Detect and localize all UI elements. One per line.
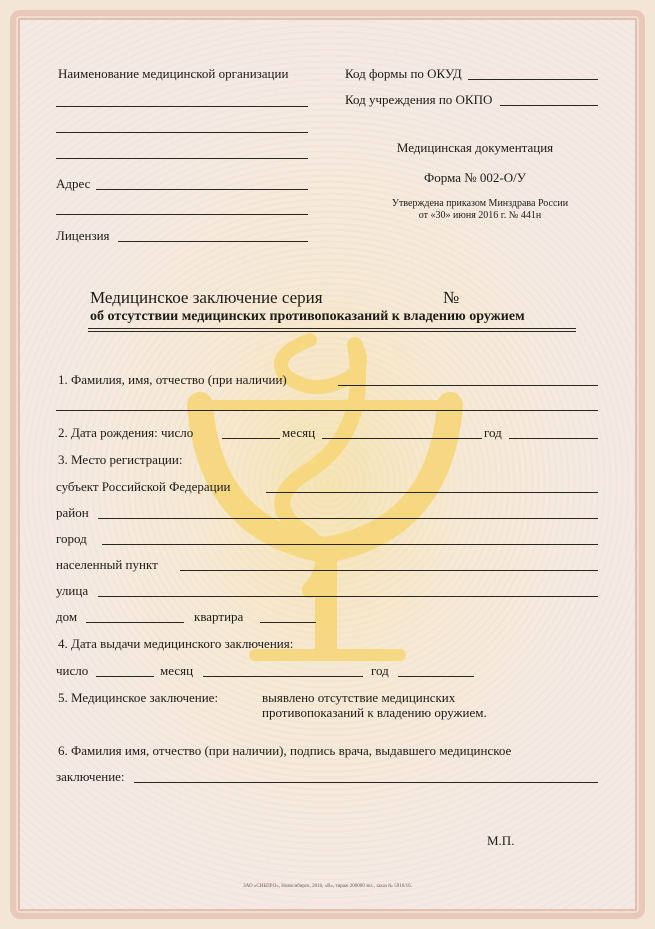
apartment-label: квартира [194, 609, 244, 624]
approved-line-2: от «30» июня 2016 г. № 441н [418, 210, 542, 221]
house-label: дом [56, 609, 78, 624]
field-5-label: 5. Медицинское заключение: [58, 690, 219, 705]
doctor-signature-line[interactable] [134, 782, 598, 783]
issue-year-line[interactable] [398, 676, 474, 677]
settlement-label: населенный пункт [56, 557, 158, 572]
birth-year-line[interactable] [509, 438, 598, 439]
title-underline [88, 328, 576, 332]
okud-label: Код формы по ОКУД [345, 66, 462, 81]
printer-imprint: ЗАО «СИБПРО», Новосибирск, 2016, «В», тираж 200000 экз., заказ № 5916/16. [243, 884, 412, 889]
stamp-place-label: М.П. [487, 833, 515, 848]
approved-line-1: Утверждена приказом Минздрава России [391, 198, 569, 209]
med-doc-label: Медицинская документация [396, 140, 554, 155]
subject-line[interactable] [266, 492, 598, 493]
district-line[interactable] [98, 518, 598, 519]
title-line-1: Медицинское заключение серия [90, 288, 323, 307]
field-5-text-1: выявлено отсутствие медицинских [262, 690, 456, 705]
org-name-line-1[interactable] [56, 106, 308, 107]
field-6-label-2: заключение: [56, 769, 125, 784]
street-line[interactable] [98, 596, 598, 597]
field-3-label: 3. Место регистрации: [58, 452, 183, 467]
field-4-label: 4. Дата выдачи медицинского заключения: [58, 636, 294, 651]
city-label: город [56, 531, 87, 546]
address-line-1[interactable] [96, 189, 308, 190]
org-name-label: Наименование медицинской организации [58, 66, 289, 81]
form-number: Форма № 002-О/У [424, 170, 526, 185]
street-label: улица [56, 583, 89, 598]
apartment-line[interactable] [260, 622, 316, 623]
field-6-label: 6. Фамилия имя, отчество (при наличии), подпись врача, выдавшего медицинское [58, 743, 512, 758]
address-label: Адрес [56, 176, 91, 191]
org-name-line-2[interactable] [56, 132, 308, 133]
field-1-line[interactable] [338, 385, 598, 386]
org-name-line-3[interactable] [56, 158, 308, 159]
okpo-label: Код учреждения по ОКПО [345, 92, 493, 107]
license-line[interactable] [118, 241, 308, 242]
form-sheet [10, 10, 645, 919]
license-label: Лицензия [56, 228, 110, 243]
field-1-line-2[interactable] [56, 410, 598, 411]
subject-label: субъект Российской Федерации [56, 479, 231, 494]
city-line[interactable] [102, 544, 598, 545]
issue-day-label: число [56, 663, 89, 678]
title-line-2: об отсутствии медицинских противопоказаний к владению оружием [90, 309, 525, 324]
house-line[interactable] [86, 622, 184, 623]
okud-line[interactable] [468, 79, 598, 80]
birth-month-label: месяц [282, 425, 316, 440]
issue-month-label: месяц [160, 663, 194, 678]
field-1-label: 1. Фамилия, имя, отчество (при наличии) [58, 372, 287, 387]
district-label: район [56, 505, 89, 520]
okpo-line[interactable] [500, 105, 598, 106]
issue-month-line[interactable] [203, 676, 363, 677]
address-line-2[interactable] [56, 214, 308, 215]
settlement-line[interactable] [180, 570, 598, 571]
issue-day-line[interactable] [96, 676, 154, 677]
issue-year-label: год [371, 663, 389, 678]
title-number-sign: № [443, 288, 460, 307]
field-2-label: 2. Дата рождения: число [58, 425, 194, 440]
birth-year-label: год [484, 425, 502, 440]
birth-month-line[interactable] [322, 438, 482, 439]
field-5-text-2: противопоказаний к владению оружием. [262, 705, 487, 720]
birth-day-line[interactable] [222, 438, 280, 439]
